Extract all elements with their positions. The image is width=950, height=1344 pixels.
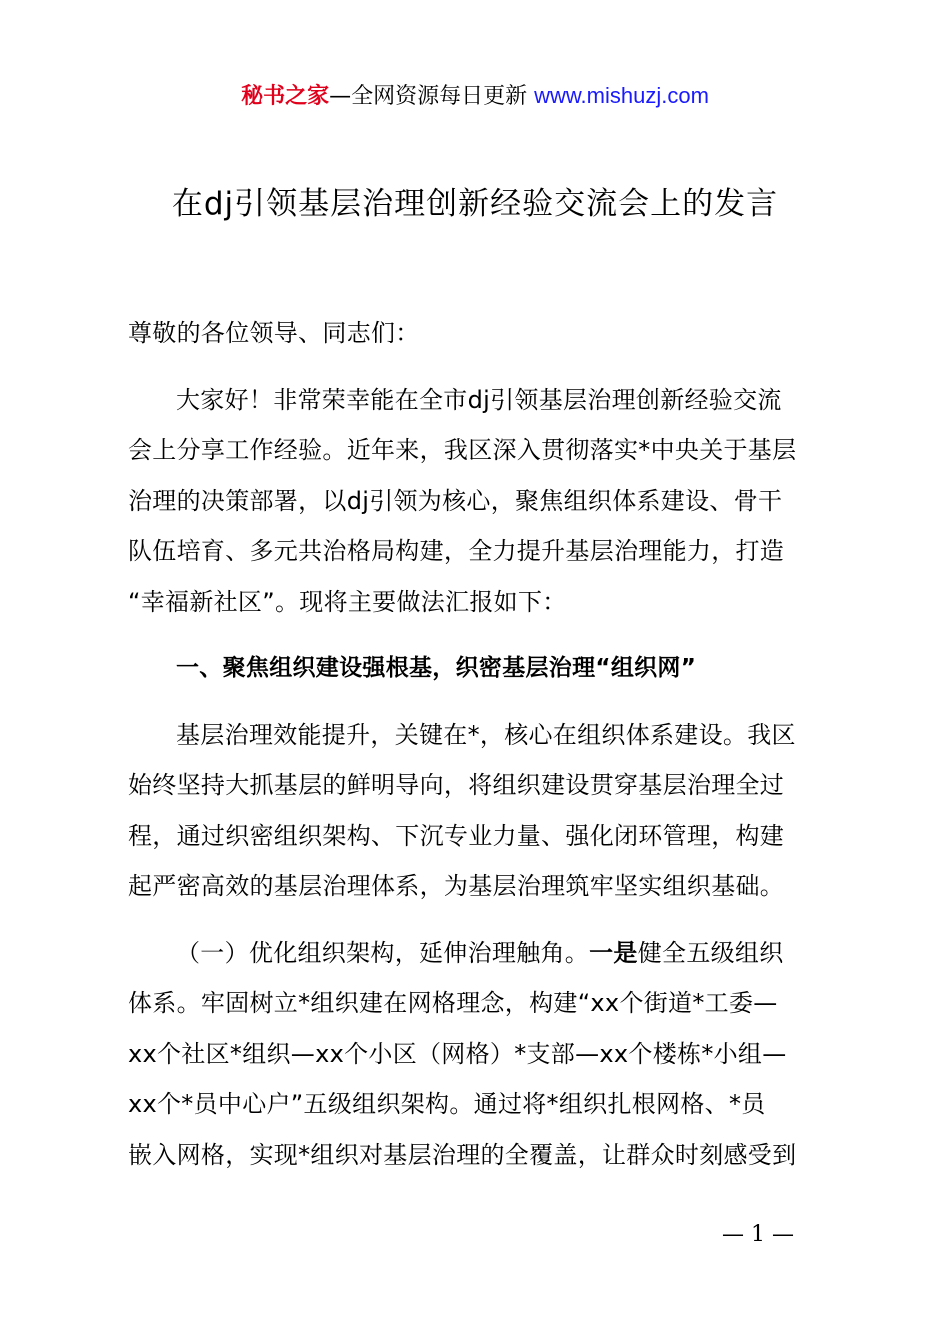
header-separator: — <box>329 84 352 109</box>
section-heading: 一、聚焦组织建设强根基，织密基层治理“组织网” <box>176 655 697 681</box>
paragraph-line: 起严密高效的基层治理体系，为基层治理筑牢坚实组织基础。 <box>128 872 785 900</box>
paragraph-line: 程，通过织密组织架构、下沉专业力量、强化闭环管理，构建 <box>128 821 785 850</box>
paragraph-line: 大家好！非常荣幸能在全市dj引领基层治理创新经验交流 <box>176 385 782 414</box>
site-header <box>0 80 950 113</box>
paragraph-line: 嵌入网格，实现*组织对基层治理的全覆盖，让群众时刻感受到 <box>128 1140 797 1169</box>
document-title: 在dj引领基层治理创新经验交流会上的发言 <box>171 186 779 222</box>
page-number: — 1 — <box>722 1222 794 1247</box>
paragraph-line: 队伍培育、多元共治格局构建，全力提升基层治理能力，打造 <box>128 537 785 565</box>
subsection-first-line <box>128 928 838 979</box>
paragraph-line: 始终坚持大抓基层的鲜明导向，将组织建设贯穿基层治理全过 <box>128 771 785 799</box>
paragraph-line: 治理的决策部署，以dj引领为核心，聚焦组织体系建设、骨干 <box>128 486 783 515</box>
subsection-rest: 健全五级组织 <box>637 938 784 967</box>
paragraph-line: xx个社区*组织—xx个小区（网格）*支部—xx个楼栋*小组— <box>128 1039 787 1068</box>
paragraph-line: 体系。牢固树立*组织建在网格理念，构建“xx个街道*工委— <box>128 989 778 1017</box>
document-body <box>128 308 838 1180</box>
paragraph-line: 基层治理效能提升，关键在*，核心在组织体系建设。我区 <box>176 720 796 749</box>
brand-name: 秘书之家 <box>241 84 330 109</box>
salutation: 尊敬的各位领导、同志们： <box>128 319 420 347</box>
paragraph-line: 会上分享工作经验。近年来，我区深入贯彻落实*中央关于基层 <box>128 436 797 464</box>
bold-marker: 一是 <box>589 938 638 967</box>
subsection-lead: （一）优化组织架构，延伸治理触角。 <box>176 938 590 967</box>
paragraph-line: xx个*员中心户”五级组织架构。通过将*组织扎根网格、*员 <box>128 1090 766 1118</box>
paragraph-line: “幸福新社区”。现将主要做法汇报如下： <box>128 587 567 616</box>
header-url-link[interactable]: www.mishuzj.com <box>534 83 709 108</box>
header-tagline: 全网资源每日更新 <box>351 84 528 109</box>
